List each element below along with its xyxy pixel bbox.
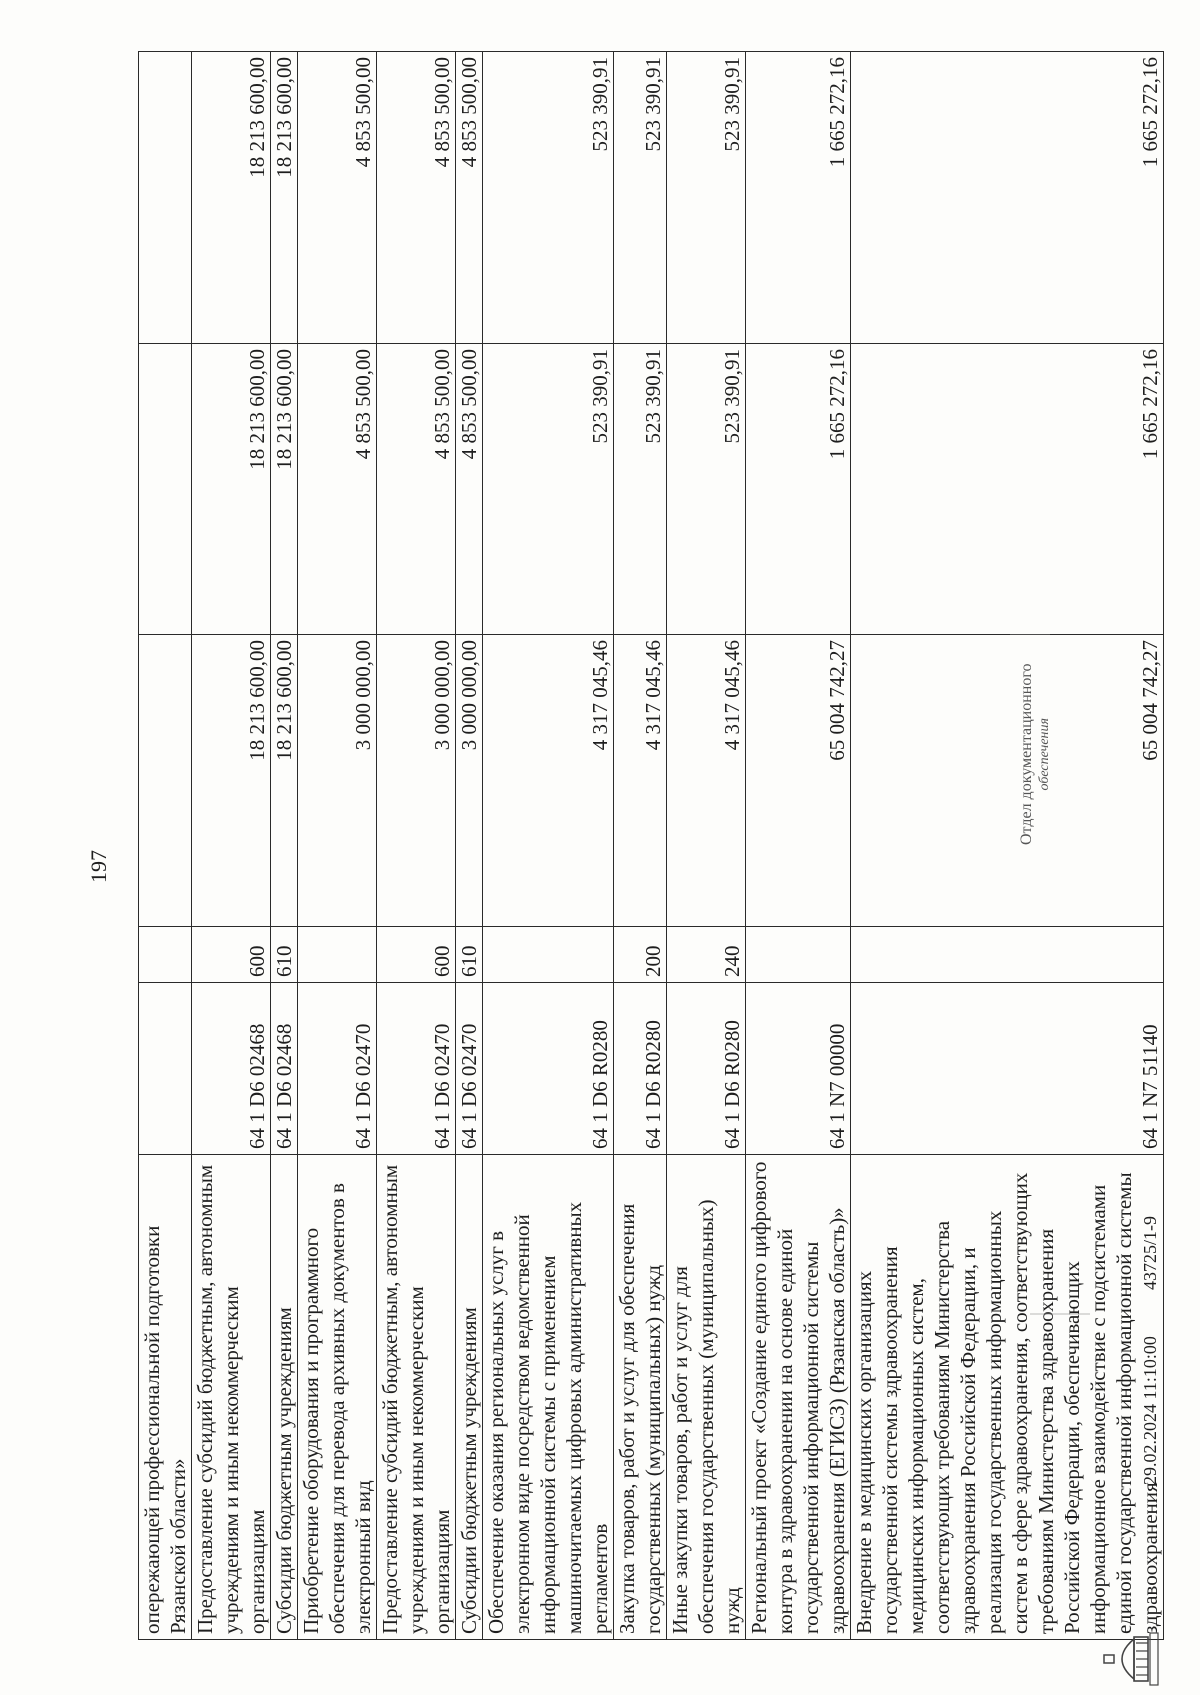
cell-name: Предоставление субсидий бюджетным, автономным учреждениям и иным некоммерческим организациям — [192, 1155, 271, 1640]
cell-code: 64 1 D6 R0280 — [667, 983, 746, 1155]
cell-v1: 4 317 045,46 — [483, 635, 614, 927]
cell-name: Предоставление субсидий бюджетным, автономным учреждениям и иным некоммерческим организациям — [377, 1155, 456, 1640]
cell-code: 64 1 D6 02470 — [298, 983, 377, 1155]
cell-vr: 240 — [667, 927, 746, 983]
table-row — [667, 52, 746, 1640]
cell-v1: 4 317 045,46 — [614, 635, 667, 927]
cell-v1: 3 000 000,00 — [298, 635, 377, 927]
cell-code: 64 1 D6 02470 — [377, 983, 456, 1155]
cell-v2: 18 213 600,00 — [192, 344, 271, 635]
cell-v3: 4 853 500,00 — [377, 52, 456, 344]
cell-v1: 18 213 600,00 — [192, 635, 271, 927]
cell-code: 64 1 D6 02468 — [192, 983, 271, 1155]
cell-v2 — [139, 344, 192, 635]
cell-code: 64 1 D6 02470 — [456, 983, 483, 1155]
cell-vr — [298, 927, 377, 983]
cell-v3: 1 665 272,16 — [746, 52, 851, 344]
cell-v3 — [139, 52, 192, 344]
cell-code: 64 1 D6 R0280 — [614, 983, 667, 1155]
cell-vr — [483, 927, 614, 983]
cell-v1 — [139, 635, 192, 927]
cell-v2: 1 665 272,16 — [851, 344, 1164, 635]
cell-v1: 65 004 742,27 — [851, 635, 1164, 927]
cell-name: Региональный проект «Создание единого цифрового контура в здравоохранении на основе единой государственной информационной системы здравоохранения (ЕГИСЗ) (Рязанская область)» — [746, 1155, 851, 1640]
cell-name: Субсидии бюджетным учреждениям — [456, 1155, 483, 1640]
table-row — [192, 52, 271, 1640]
cell-vr: 600 — [192, 927, 271, 983]
cell-v3: 18 213 600,00 — [271, 52, 298, 344]
cell-v2: 4 853 500,00 — [456, 344, 483, 635]
cell-vr: 610 — [456, 927, 483, 983]
footer-doc-number: 43725/1-9 — [1140, 1216, 1160, 1290]
table-row — [483, 52, 614, 1640]
cell-vr — [139, 927, 192, 983]
cell-v3: 523 390,91 — [667, 52, 746, 344]
cell-v3: 18 213 600,00 — [192, 52, 271, 344]
cell-code — [139, 983, 192, 1155]
cell-v2: 523 390,91 — [614, 344, 667, 635]
cell-v1: 18 213 600,00 — [271, 635, 298, 927]
cell-v1: 65 004 742,27 — [746, 635, 851, 927]
cell-v3: 1 665 272,16 — [851, 52, 1164, 344]
cell-name: Внедрение в медицинских организациях государственной системы здравоохранения медицинских информационных систем, соответствующих требованиям Министерства здравоохранения Российской Федерации, и реализация государственных информационных систем в сфере здравоохранения, соответствующих требованиям Министерства здравоохранения Российской Федерации, обеспечивающих информационное взаимодействие с подсистемами единой государственной информационной системы здравоохранения — [851, 1155, 1164, 1640]
cell-name: Субсидии бюджетным учреждениям — [271, 1155, 298, 1640]
cell-v2: 523 390,91 — [483, 344, 614, 635]
cell-name: Закупка товаров, работ и услуг для обеспечения государственных (муниципальных) нужд — [614, 1155, 667, 1640]
table-row — [139, 52, 192, 1640]
footer-datetime: 29.02.2024 11:10:00 — [1140, 1336, 1160, 1485]
budget-table — [138, 51, 1164, 1640]
cell-name: опережающей профессиональной подготовки Рязанской области» — [139, 1155, 192, 1640]
scan-artifact — [1030, 1313, 1090, 1315]
stamp-line-2: обеспечения — [1037, 718, 1052, 791]
cell-v2: 1 665 272,16 — [746, 344, 851, 635]
cell-v1: 4 317 045,46 — [667, 635, 746, 927]
table-row — [746, 52, 851, 1640]
table-row — [851, 52, 1164, 1640]
table-row — [614, 52, 667, 1640]
cell-vr: 600 — [377, 927, 456, 983]
cell-vr — [851, 927, 1164, 983]
cell-v3: 4 853 500,00 — [456, 52, 483, 344]
budget-table-body — [139, 52, 1164, 1640]
stamp-line-1: Отдел документационного — [1018, 663, 1035, 845]
cell-vr — [746, 927, 851, 983]
table-row — [456, 52, 483, 1640]
table-row — [377, 52, 456, 1640]
cell-v3: 4 853 500,00 — [298, 52, 377, 344]
cell-v2: 18 213 600,00 — [271, 344, 298, 635]
cell-code: 64 1 D6 02468 — [271, 983, 298, 1155]
cell-code: 64 1 D6 R0280 — [483, 983, 614, 1155]
duma-logo-icon — [1100, 1629, 1162, 1689]
cell-v1: 3 000 000,00 — [377, 635, 456, 927]
cell-name: Иные закупки товаров, работ и услуг для обеспечения государственных (муниципальных) нужд — [667, 1155, 746, 1640]
department-stamp — [1018, 663, 1054, 845]
table-row — [298, 52, 377, 1640]
cell-v3: 523 390,91 — [614, 52, 667, 344]
cell-code: 64 1 N7 00000 — [746, 983, 851, 1155]
table-row — [271, 52, 298, 1640]
cell-v2: 4 853 500,00 — [298, 344, 377, 635]
cell-vr: 610 — [271, 927, 298, 983]
cell-v2: 4 853 500,00 — [377, 344, 456, 635]
cell-v3: 523 390,91 — [483, 52, 614, 344]
cell-name: Обеспечение оказания региональных услуг в электронном виде посредством ведомственной информационной системы с применением машиночитаемых цифровых административных регламентов — [483, 1155, 614, 1640]
cell-v1: 3 000 000,00 — [456, 635, 483, 927]
cell-code: 64 1 N7 51140 — [851, 983, 1164, 1155]
page-number: 197 — [86, 850, 111, 883]
cell-v2: 523 390,91 — [667, 344, 746, 635]
cell-vr: 200 — [614, 927, 667, 983]
scan-artifact — [1010, 634, 1050, 635]
cell-name: Приобретение оборудования и программного обеспечения для перевода архивных документов в электронный вид — [298, 1155, 377, 1640]
